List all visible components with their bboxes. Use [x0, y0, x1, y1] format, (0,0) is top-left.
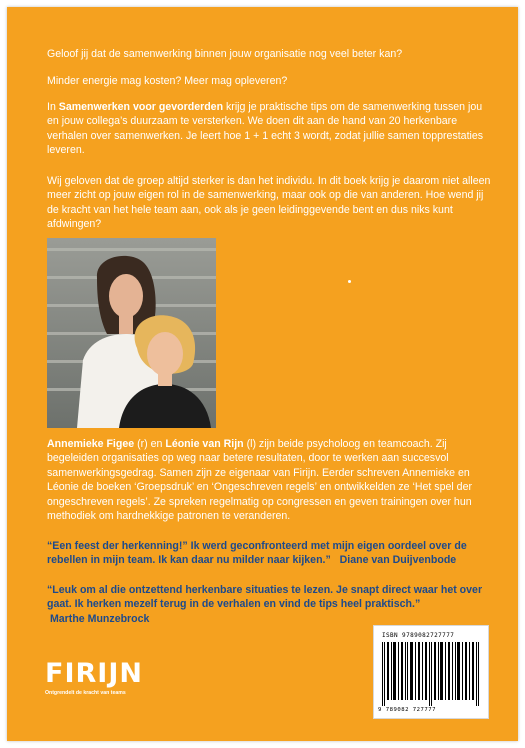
logo-tagline: Ontgrendelt de kracht van teams: [45, 690, 126, 696]
authors-bio: [47, 437, 492, 523]
quote-text: “Een feest der herkenning!” Ik werd geconfronteerd met mijn eigen oordeel over de rebellen in mijn team. Ik kan daar nu milder naar kijken.”: [47, 540, 467, 567]
authors-photo-image: [47, 238, 216, 428]
book-back-cover: [7, 7, 518, 741]
authors-bio-text: (l) zijn beide psycholoog en teamcoach. Zij begeleiden organisaties op weg naar betere resultaten, door te werken aan succesvol samenwerkingsgedrag. Samen zijn ze eigenaar van Firijn. Eerder schreven Annemieke en Léonie de boeken ‘Groepsdruk’ en ‘Ongeschreven regels’ en ontwikkelden ze ‘Het spel der ongeschreven regels’. Ze spreken regelmatig op congressen en geven trainingen over hun methodiek om hardnekkige patronen te veranderen.: [47, 438, 472, 523]
intro-question: Geloof jij dat de samenwerking binnen jouw organisatie nog veel beter kan?: [47, 48, 403, 60]
isbn-barcode: [373, 625, 489, 719]
isbn-number: ISBN 9789082727777: [382, 632, 455, 639]
intro-question-2: Minder energie mag kosten? Meer mag opleveren?: [47, 75, 288, 87]
logo-name: FIRIJN: [45, 658, 143, 689]
author-name-1: Annemieke Figee: [47, 438, 135, 450]
description-pre: In: [47, 101, 59, 113]
book-title: Samenwerken voor gevorderden: [58, 101, 224, 113]
description-paragraph-2: Wij geloven dat de groep altijd sterker is dan het individu. In dit boek krijg je daarom niet alleen meer zicht op jouw eigen rol in de samenwerking, maar ook op die van anderen. Hoe wend jij de kracht van het hele team aan, ook als je geen leidinggevende bent en dus niks kunt afdwingen?: [47, 175, 491, 231]
quote-author: Marthe Munzebrock: [49, 612, 150, 625]
description-paragraph: [47, 100, 492, 158]
description-post: krijg je praktische tips om de samenwerking tussen jou en jouw collega’s duurzaam te versterken. We doen dit aan de hand van 20 herkenbare verhalen over samenwerken. Je leert hoe 1 + 1 echt 3 wordt, zodat jullie samen topprestaties leveren.: [47, 101, 484, 157]
author-name-2: Léonie van Rijn: [165, 438, 244, 450]
authors-photo: [47, 238, 216, 428]
quote-text: “Leuk om al die ontzettend herkenbare situaties te lezen. Je snapt direct waar het over gaat. Ik herken mezelf terug in de verhalen en vind de tips heel praktisch.”: [47, 584, 483, 611]
publisher-logo: [45, 659, 143, 697]
authors-connector: (r) en: [134, 438, 166, 450]
barcode-digits: 9 789082 727777: [378, 707, 437, 713]
barcode-icon: [380, 642, 482, 706]
review-quote-2: [47, 583, 497, 626]
review-quote-1: [47, 539, 497, 568]
decorative-dot: [348, 280, 351, 283]
quote-author: Diane van Duijvenbode: [339, 554, 457, 567]
